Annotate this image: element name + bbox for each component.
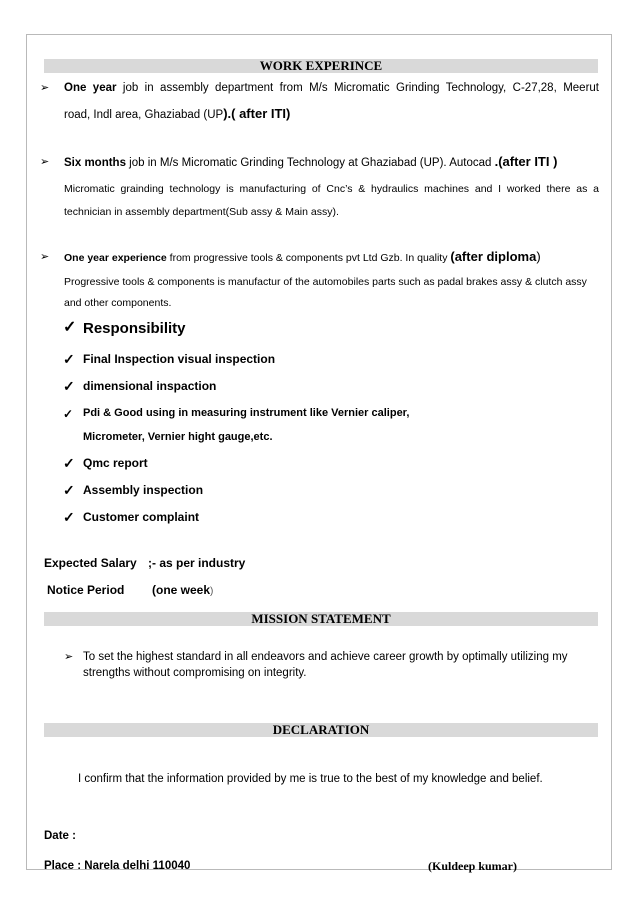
job3-line1: One year experience from progressive tools & components pvt Ltd Gzb. In quality (after diploma) (64, 249, 541, 264)
responsibility-item: Assembly inspection (83, 483, 204, 497)
place-label: Place : Narela delhi 110040 (44, 860, 191, 872)
arrow-bullet-icon: ➢ (40, 82, 50, 94)
checkmark-icon: ✓ (63, 319, 77, 336)
responsibility-item: Customer complaint (83, 510, 200, 524)
checkmark-icon: ✓ (63, 351, 75, 367)
arrow-bullet-icon: ➢ (64, 651, 74, 663)
checkmark-icon: ✓ (63, 482, 75, 498)
arrow-bullet-icon: ➢ (40, 156, 50, 168)
job1-line1: One year job in assembly department from M/s Micromatic Grinding Technology, C-27,28, Meerut (64, 82, 599, 94)
responsibility-item: Final Inspection visual inspection (83, 352, 276, 366)
declaration-text: I confirm that the information provided by me is true to the best of my knowledge and belief. (78, 773, 543, 785)
responsibility-title: Responsibility (83, 320, 186, 337)
job2-desc-line1: Micromatic grainding technology is manufacturing of Cnc’s & hydraulics machines and I worked there as a (64, 183, 599, 195)
job2-desc-line2: technician in assembly department(Sub assy & Main assy). (64, 206, 339, 218)
arrow-bullet-icon: ➢ (40, 251, 50, 263)
expected-salary-label: Expected Salary (44, 556, 137, 570)
responsibility-item: dimensional inspaction (83, 379, 217, 393)
signature-name: (Kuldeep kumar) (428, 859, 518, 873)
work-experience-heading: WORK EXPERINCE (44, 59, 598, 73)
checkmark-icon: ✓ (63, 407, 74, 421)
mission-line2: strengths without compromising on integrity. (83, 667, 307, 679)
mission-line1: To set the highest standard in all endeavors and achieve career growth by optimally utilizing my (83, 651, 568, 663)
responsibility-item: Qmc report (83, 456, 148, 470)
date-label: Date : (44, 830, 76, 842)
job3-desc-line2: and other components. (64, 297, 172, 309)
notice-period-value: (one week) (152, 583, 214, 597)
expected-salary-value: ;- as per industry (148, 556, 246, 570)
job1-line2: road, Indl area, Ghaziabad (UP).( after ITI) (64, 106, 291, 121)
checkmark-icon: ✓ (63, 455, 75, 471)
responsibility-item-continued: Micrometer, Vernier hight gauge,etc. (83, 431, 273, 443)
checkmark-icon: ✓ (63, 509, 75, 525)
notice-period-label: Notice Period (47, 583, 125, 597)
job3-desc-line1: Progressive tools & components is manufactur of the automobiles parts such as padal brakes assy & clutch assy (64, 276, 587, 288)
checkmark-icon: ✓ (63, 378, 75, 394)
responsibility-item: Pdi & Good using in measuring instrument like Vernier caliper, (83, 407, 410, 419)
job2-line1: Six months job in M/s Micromatic Grinding Technology at Ghaziabad (UP). Autocad .(after ITI ) (64, 154, 558, 169)
mission-statement-heading: MISSION STATEMENT (44, 612, 598, 626)
declaration-heading: DECLARATION (44, 723, 598, 737)
